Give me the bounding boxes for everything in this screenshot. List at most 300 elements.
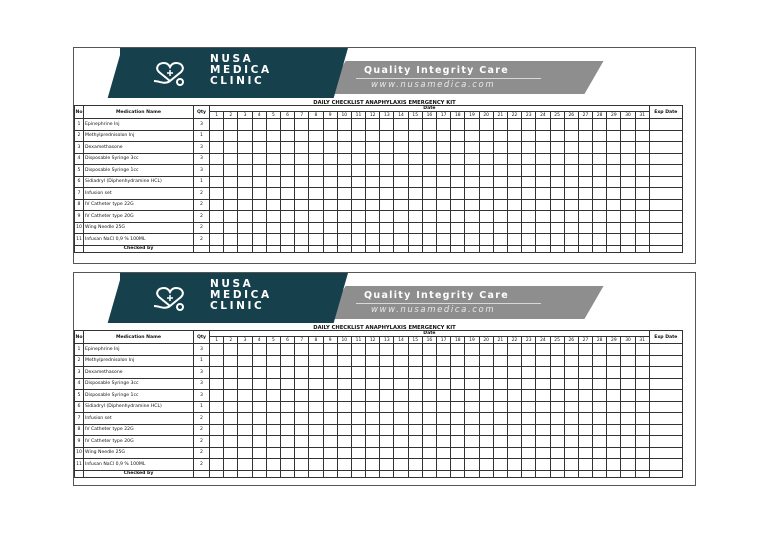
check-cell[interactable] (295, 119, 309, 131)
check-cell[interactable] (238, 390, 252, 402)
check-cell[interactable] (351, 165, 365, 177)
check-cell[interactable] (252, 199, 266, 211)
check-cell[interactable] (337, 424, 351, 436)
check-cell[interactable] (437, 222, 451, 234)
check-cell[interactable] (465, 211, 479, 223)
signature-cell[interactable] (252, 245, 266, 252)
check-cell[interactable] (621, 199, 635, 211)
check-cell[interactable] (522, 153, 536, 165)
check-cell[interactable] (337, 401, 351, 413)
signature-cell[interactable] (635, 245, 649, 252)
check-cell[interactable] (366, 153, 380, 165)
check-cell[interactable] (493, 459, 507, 471)
check-cell[interactable] (522, 367, 536, 379)
signature-cell[interactable] (593, 470, 607, 477)
check-cell[interactable] (564, 355, 578, 367)
check-cell[interactable] (408, 367, 422, 379)
check-cell[interactable] (351, 459, 365, 471)
check-cell[interactable] (210, 211, 224, 223)
check-cell[interactable] (295, 176, 309, 188)
check-cell[interactable] (437, 119, 451, 131)
check-cell[interactable] (507, 390, 521, 402)
signature-cell[interactable] (578, 470, 592, 477)
check-cell[interactable] (493, 188, 507, 200)
check-cell[interactable] (593, 176, 607, 188)
check-cell[interactable] (422, 165, 436, 177)
check-cell[interactable] (451, 199, 465, 211)
check-cell[interactable] (252, 165, 266, 177)
check-cell[interactable] (522, 436, 536, 448)
check-cell[interactable] (309, 188, 323, 200)
check-cell[interactable] (309, 401, 323, 413)
check-cell[interactable] (337, 176, 351, 188)
check-cell[interactable] (536, 165, 550, 177)
check-cell[interactable] (408, 130, 422, 142)
check-cell[interactable] (408, 153, 422, 165)
check-cell[interactable] (252, 367, 266, 379)
check-cell[interactable] (550, 188, 564, 200)
check-cell[interactable] (351, 367, 365, 379)
check-cell[interactable] (451, 355, 465, 367)
check-cell[interactable] (507, 401, 521, 413)
check-cell[interactable] (593, 199, 607, 211)
check-cell[interactable] (507, 413, 521, 425)
check-cell[interactable] (380, 436, 394, 448)
check-cell[interactable] (635, 378, 649, 390)
check-cell[interactable] (280, 165, 294, 177)
check-cell[interactable] (507, 378, 521, 390)
check-cell[interactable] (366, 459, 380, 471)
check-cell[interactable] (366, 355, 380, 367)
signature-cell[interactable] (337, 470, 351, 477)
check-cell[interactable] (238, 378, 252, 390)
check-cell[interactable] (578, 367, 592, 379)
check-cell[interactable] (522, 344, 536, 356)
check-cell[interactable] (550, 378, 564, 390)
check-cell[interactable] (621, 165, 635, 177)
signature-cell[interactable] (437, 245, 451, 252)
check-cell[interactable] (224, 401, 238, 413)
check-cell[interactable] (593, 447, 607, 459)
check-cell[interactable] (422, 367, 436, 379)
exp-date-cell[interactable] (649, 436, 682, 448)
check-cell[interactable] (607, 367, 621, 379)
check-cell[interactable] (394, 447, 408, 459)
check-cell[interactable] (522, 222, 536, 234)
check-cell[interactable] (266, 436, 280, 448)
check-cell[interactable] (380, 459, 394, 471)
check-cell[interactable] (437, 234, 451, 246)
check-cell[interactable] (337, 367, 351, 379)
check-cell[interactable] (536, 401, 550, 413)
check-cell[interactable] (408, 188, 422, 200)
check-cell[interactable] (493, 413, 507, 425)
check-cell[interactable] (309, 424, 323, 436)
check-cell[interactable] (408, 344, 422, 356)
check-cell[interactable] (323, 390, 337, 402)
check-cell[interactable] (238, 130, 252, 142)
exp-date-cell[interactable] (649, 367, 682, 379)
check-cell[interactable] (380, 142, 394, 154)
check-cell[interactable] (550, 390, 564, 402)
check-cell[interactable] (621, 222, 635, 234)
check-cell[interactable] (493, 153, 507, 165)
check-cell[interactable] (493, 165, 507, 177)
signature-cell[interactable] (621, 245, 635, 252)
check-cell[interactable] (550, 234, 564, 246)
check-cell[interactable] (479, 130, 493, 142)
check-cell[interactable] (451, 153, 465, 165)
check-cell[interactable] (507, 459, 521, 471)
signature-cell[interactable] (210, 470, 224, 477)
check-cell[interactable] (323, 355, 337, 367)
check-cell[interactable] (266, 447, 280, 459)
check-cell[interactable] (394, 355, 408, 367)
check-cell[interactable] (437, 142, 451, 154)
check-cell[interactable] (266, 413, 280, 425)
check-cell[interactable] (451, 222, 465, 234)
check-cell[interactable] (337, 119, 351, 131)
signature-cell[interactable] (635, 470, 649, 477)
check-cell[interactable] (507, 436, 521, 448)
check-cell[interactable] (351, 153, 365, 165)
check-cell[interactable] (224, 447, 238, 459)
exp-date-cell[interactable] (649, 222, 682, 234)
check-cell[interactable] (238, 142, 252, 154)
signature-cell[interactable] (351, 470, 365, 477)
signature-cell[interactable] (337, 245, 351, 252)
check-cell[interactable] (451, 142, 465, 154)
check-cell[interactable] (578, 165, 592, 177)
check-cell[interactable] (564, 367, 578, 379)
check-cell[interactable] (479, 222, 493, 234)
check-cell[interactable] (593, 378, 607, 390)
check-cell[interactable] (323, 153, 337, 165)
check-cell[interactable] (408, 234, 422, 246)
check-cell[interactable] (593, 153, 607, 165)
check-cell[interactable] (621, 459, 635, 471)
check-cell[interactable] (550, 211, 564, 223)
check-cell[interactable] (422, 344, 436, 356)
check-cell[interactable] (451, 367, 465, 379)
check-cell[interactable] (266, 344, 280, 356)
check-cell[interactable] (607, 119, 621, 131)
check-cell[interactable] (564, 390, 578, 402)
check-cell[interactable] (507, 130, 521, 142)
check-cell[interactable] (295, 153, 309, 165)
check-cell[interactable] (578, 390, 592, 402)
exp-date-cell[interactable] (649, 401, 682, 413)
check-cell[interactable] (394, 153, 408, 165)
check-cell[interactable] (238, 447, 252, 459)
check-cell[interactable] (380, 188, 394, 200)
check-cell[interactable] (422, 401, 436, 413)
check-cell[interactable] (507, 119, 521, 131)
check-cell[interactable] (337, 130, 351, 142)
check-cell[interactable] (607, 234, 621, 246)
check-cell[interactable] (564, 234, 578, 246)
check-cell[interactable] (351, 119, 365, 131)
check-cell[interactable] (394, 165, 408, 177)
check-cell[interactable] (422, 211, 436, 223)
check-cell[interactable] (238, 188, 252, 200)
check-cell[interactable] (309, 378, 323, 390)
check-cell[interactable] (564, 401, 578, 413)
check-cell[interactable] (479, 447, 493, 459)
check-cell[interactable] (366, 401, 380, 413)
check-cell[interactable] (366, 119, 380, 131)
check-cell[interactable] (564, 211, 578, 223)
check-cell[interactable] (621, 142, 635, 154)
signature-cell[interactable] (238, 470, 252, 477)
check-cell[interactable] (351, 234, 365, 246)
check-cell[interactable] (238, 176, 252, 188)
check-cell[interactable] (422, 378, 436, 390)
exp-date-cell[interactable] (649, 234, 682, 246)
check-cell[interactable] (607, 222, 621, 234)
check-cell[interactable] (493, 378, 507, 390)
check-cell[interactable] (224, 199, 238, 211)
check-cell[interactable] (351, 447, 365, 459)
check-cell[interactable] (536, 153, 550, 165)
check-cell[interactable] (607, 447, 621, 459)
check-cell[interactable] (437, 130, 451, 142)
check-cell[interactable] (295, 436, 309, 448)
check-cell[interactable] (337, 188, 351, 200)
check-cell[interactable] (295, 355, 309, 367)
check-cell[interactable] (593, 424, 607, 436)
check-cell[interactable] (422, 459, 436, 471)
check-cell[interactable] (564, 344, 578, 356)
check-cell[interactable] (536, 447, 550, 459)
check-cell[interactable] (252, 130, 266, 142)
check-cell[interactable] (210, 222, 224, 234)
check-cell[interactable] (507, 424, 521, 436)
check-cell[interactable] (295, 401, 309, 413)
check-cell[interactable] (550, 119, 564, 131)
check-cell[interactable] (408, 211, 422, 223)
check-cell[interactable] (422, 119, 436, 131)
check-cell[interactable] (252, 176, 266, 188)
check-cell[interactable] (479, 413, 493, 425)
check-cell[interactable] (224, 176, 238, 188)
check-cell[interactable] (210, 459, 224, 471)
check-cell[interactable] (451, 188, 465, 200)
check-cell[interactable] (479, 153, 493, 165)
check-cell[interactable] (607, 188, 621, 200)
check-cell[interactable] (437, 459, 451, 471)
check-cell[interactable] (280, 424, 294, 436)
check-cell[interactable] (465, 119, 479, 131)
exp-date-cell[interactable] (649, 447, 682, 459)
check-cell[interactable] (550, 176, 564, 188)
check-cell[interactable] (422, 413, 436, 425)
check-cell[interactable] (522, 176, 536, 188)
check-cell[interactable] (578, 199, 592, 211)
check-cell[interactable] (578, 413, 592, 425)
check-cell[interactable] (607, 413, 621, 425)
check-cell[interactable] (266, 153, 280, 165)
check-cell[interactable] (536, 436, 550, 448)
check-cell[interactable] (635, 401, 649, 413)
check-cell[interactable] (295, 367, 309, 379)
check-cell[interactable] (493, 401, 507, 413)
check-cell[interactable] (238, 211, 252, 223)
check-cell[interactable] (323, 142, 337, 154)
check-cell[interactable] (238, 234, 252, 246)
check-cell[interactable] (607, 211, 621, 223)
check-cell[interactable] (451, 459, 465, 471)
check-cell[interactable] (252, 355, 266, 367)
check-cell[interactable] (295, 447, 309, 459)
check-cell[interactable] (507, 188, 521, 200)
check-cell[interactable] (465, 390, 479, 402)
check-cell[interactable] (635, 424, 649, 436)
check-cell[interactable] (550, 199, 564, 211)
check-cell[interactable] (578, 436, 592, 448)
signature-cell[interactable] (366, 245, 380, 252)
check-cell[interactable] (621, 153, 635, 165)
check-cell[interactable] (351, 390, 365, 402)
check-cell[interactable] (578, 153, 592, 165)
check-cell[interactable] (280, 344, 294, 356)
check-cell[interactable] (266, 355, 280, 367)
exp-date-cell[interactable] (649, 390, 682, 402)
check-cell[interactable] (337, 153, 351, 165)
check-cell[interactable] (607, 142, 621, 154)
check-cell[interactable] (366, 367, 380, 379)
check-cell[interactable] (451, 378, 465, 390)
signature-cell[interactable] (550, 245, 564, 252)
check-cell[interactable] (295, 234, 309, 246)
check-cell[interactable] (635, 199, 649, 211)
check-cell[interactable] (337, 459, 351, 471)
check-cell[interactable] (578, 211, 592, 223)
check-cell[interactable] (366, 199, 380, 211)
check-cell[interactable] (323, 211, 337, 223)
check-cell[interactable] (465, 199, 479, 211)
check-cell[interactable] (295, 188, 309, 200)
check-cell[interactable] (309, 176, 323, 188)
check-cell[interactable] (252, 436, 266, 448)
check-cell[interactable] (280, 142, 294, 154)
check-cell[interactable] (536, 176, 550, 188)
check-cell[interactable] (578, 424, 592, 436)
exp-date-cell[interactable] (649, 413, 682, 425)
check-cell[interactable] (564, 142, 578, 154)
check-cell[interactable] (351, 344, 365, 356)
signature-cell[interactable] (564, 245, 578, 252)
check-cell[interactable] (309, 199, 323, 211)
check-cell[interactable] (451, 390, 465, 402)
check-cell[interactable] (550, 153, 564, 165)
signature-cell[interactable] (422, 470, 436, 477)
check-cell[interactable] (593, 130, 607, 142)
check-cell[interactable] (210, 413, 224, 425)
check-cell[interactable] (224, 390, 238, 402)
check-cell[interactable] (309, 344, 323, 356)
check-cell[interactable] (238, 165, 252, 177)
check-cell[interactable] (309, 211, 323, 223)
check-cell[interactable] (550, 222, 564, 234)
check-cell[interactable] (252, 234, 266, 246)
signature-cell[interactable] (238, 245, 252, 252)
check-cell[interactable] (380, 130, 394, 142)
check-cell[interactable] (351, 401, 365, 413)
check-cell[interactable] (280, 199, 294, 211)
check-cell[interactable] (564, 378, 578, 390)
check-cell[interactable] (564, 153, 578, 165)
signature-cell[interactable] (564, 470, 578, 477)
check-cell[interactable] (210, 165, 224, 177)
check-cell[interactable] (593, 367, 607, 379)
check-cell[interactable] (465, 424, 479, 436)
check-cell[interactable] (309, 130, 323, 142)
check-cell[interactable] (380, 211, 394, 223)
signature-cell[interactable] (224, 470, 238, 477)
check-cell[interactable] (380, 153, 394, 165)
check-cell[interactable] (266, 211, 280, 223)
check-cell[interactable] (224, 234, 238, 246)
check-cell[interactable] (224, 436, 238, 448)
check-cell[interactable] (522, 459, 536, 471)
check-cell[interactable] (437, 424, 451, 436)
check-cell[interactable] (238, 222, 252, 234)
exp-date-cell[interactable] (649, 378, 682, 390)
check-cell[interactable] (280, 188, 294, 200)
check-cell[interactable] (394, 344, 408, 356)
check-cell[interactable] (578, 344, 592, 356)
check-cell[interactable] (465, 188, 479, 200)
check-cell[interactable] (465, 165, 479, 177)
check-cell[interactable] (536, 367, 550, 379)
check-cell[interactable] (351, 436, 365, 448)
check-cell[interactable] (337, 344, 351, 356)
check-cell[interactable] (479, 390, 493, 402)
check-cell[interactable] (479, 234, 493, 246)
check-cell[interactable] (309, 436, 323, 448)
check-cell[interactable] (607, 459, 621, 471)
check-cell[interactable] (564, 199, 578, 211)
check-cell[interactable] (366, 413, 380, 425)
check-cell[interactable] (210, 355, 224, 367)
check-cell[interactable] (252, 119, 266, 131)
check-cell[interactable] (380, 119, 394, 131)
check-cell[interactable] (351, 130, 365, 142)
check-cell[interactable] (309, 165, 323, 177)
check-cell[interactable] (621, 401, 635, 413)
check-cell[interactable] (337, 413, 351, 425)
check-cell[interactable] (337, 234, 351, 246)
check-cell[interactable] (309, 447, 323, 459)
check-cell[interactable] (437, 176, 451, 188)
check-cell[interactable] (465, 459, 479, 471)
check-cell[interactable] (437, 165, 451, 177)
check-cell[interactable] (564, 165, 578, 177)
check-cell[interactable] (210, 142, 224, 154)
signature-cell[interactable] (280, 470, 294, 477)
check-cell[interactable] (266, 459, 280, 471)
check-cell[interactable] (210, 153, 224, 165)
check-cell[interactable] (280, 413, 294, 425)
check-cell[interactable] (210, 130, 224, 142)
check-cell[interactable] (351, 413, 365, 425)
check-cell[interactable] (252, 447, 266, 459)
check-cell[interactable] (493, 344, 507, 356)
check-cell[interactable] (337, 165, 351, 177)
check-cell[interactable] (451, 447, 465, 459)
check-cell[interactable] (451, 424, 465, 436)
